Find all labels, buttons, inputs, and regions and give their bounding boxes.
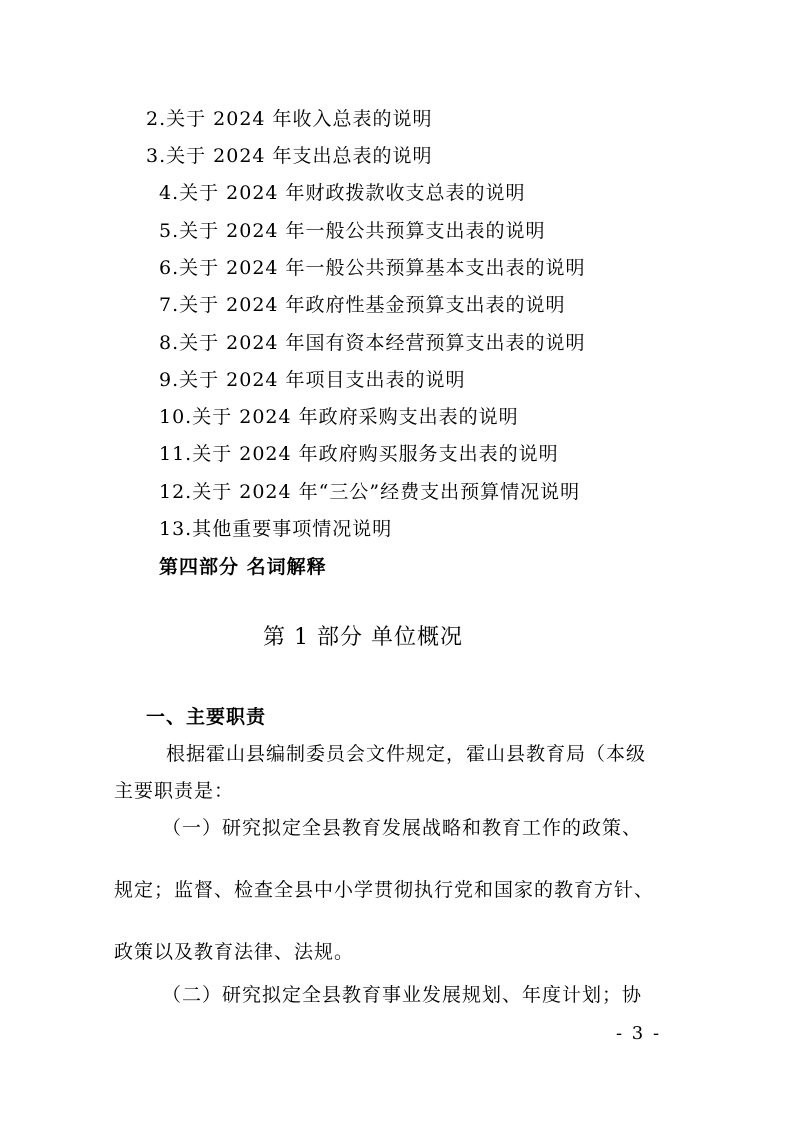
section-subheading: 一、主要职责 [146, 706, 267, 728]
toc-item-11: 11.关于 2024 年政府购买服务支出表的说明 [159, 443, 559, 465]
body-line-3: （一）研究拟定全县教育发展战略和教育工作的政策、 [162, 817, 643, 839]
toc-item-7: 7.关于 2024 年政府性基金预算支出表的说明 [159, 294, 566, 316]
section-title: 第 1 部分 单位概况 [263, 625, 463, 650]
toc-item-2: 2.关于 2024 年收入总表的说明 [146, 108, 433, 130]
toc-item-4: 4.关于 2024 年财政拨款收支总表的说明 [159, 182, 526, 204]
toc-item-9: 9.关于 2024 年项目支出表的说明 [159, 369, 466, 391]
body-line-1: 根据霍山县编制委员会文件规定，霍山县教育局（本级 [166, 743, 647, 765]
toc-part-4: 第四部分 名词解释 [159, 556, 327, 578]
toc-item-13: 13.其他重要事项情况说明 [159, 518, 393, 540]
body-line-5: 政策以及教育法律、法规。 [114, 941, 355, 963]
toc-item-3: 3.关于 2024 年支出总表的说明 [146, 145, 433, 167]
body-line-2: 主要职责是： [114, 780, 235, 802]
body-line-4: 规定；监督、检查全县中小学贯彻执行党和国家的教育方针、 [114, 879, 655, 901]
toc-item-6: 6.关于 2024 年一般公共预算基本支出表的说明 [159, 257, 586, 279]
body-line-6: （二）研究拟定全县教育事业发展规划、年度计划；协 [162, 984, 643, 1006]
toc-item-10: 10.关于 2024 年政府采购支出表的说明 [159, 406, 519, 428]
toc-item-12: 12.关于 2024 年“三公”经费支出预算情况说明 [159, 481, 581, 503]
toc-item-8: 8.关于 2024 年国有资本经营预算支出表的说明 [159, 332, 586, 354]
toc-item-5: 5.关于 2024 年一般公共预算支出表的说明 [159, 220, 546, 242]
page-number: - 3 - [616, 1023, 662, 1044]
